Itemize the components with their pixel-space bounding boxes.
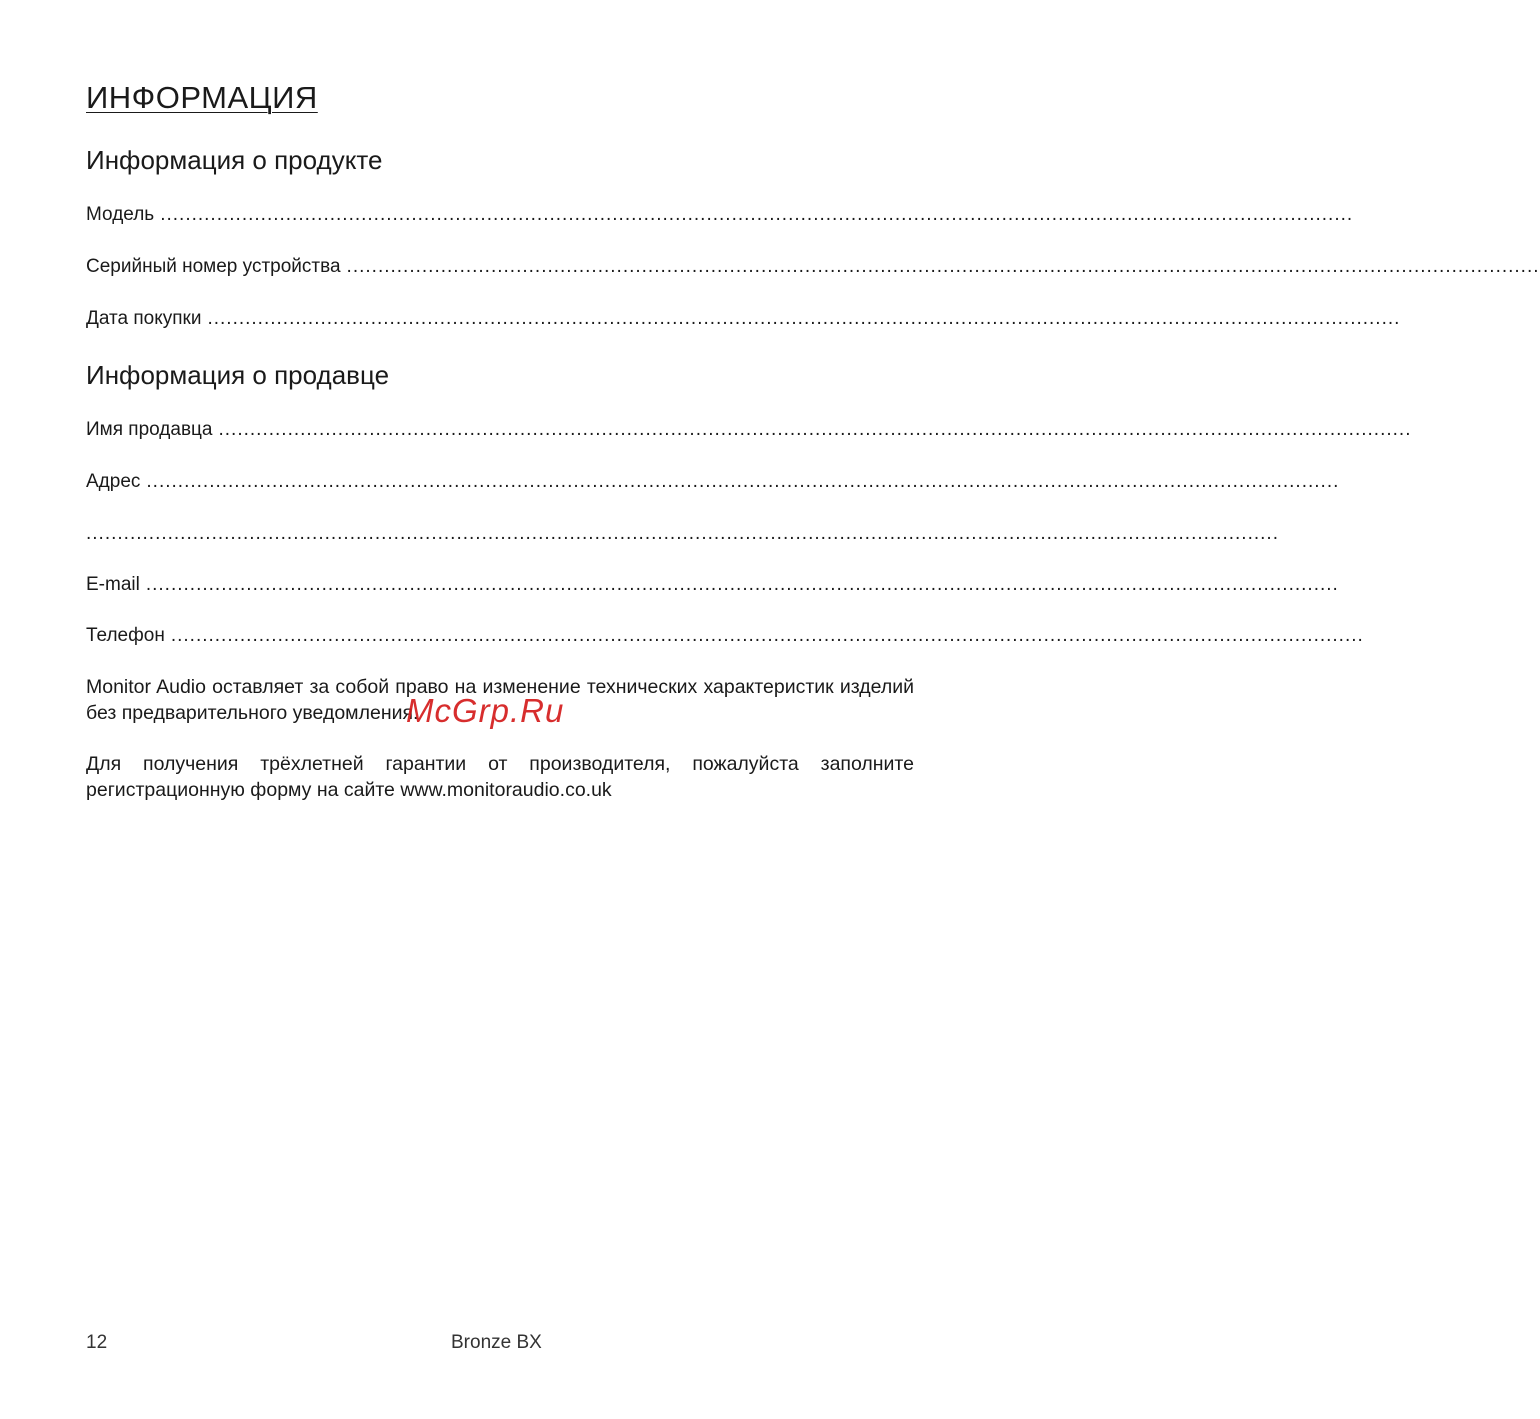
model-label: Модель — [86, 204, 155, 225]
page-number: 12 — [86, 1332, 108, 1353]
address-continuation-fill-line: .............................................................................................................................................................................................. — [86, 523, 1279, 544]
model-fill-line: .............................................................................................................................................................................................. — [160, 204, 1354, 225]
dealer-name-fill-line: .............................................................................................................................................................................................. — [218, 419, 1412, 440]
purchase-date-label: Дата покупки — [86, 308, 202, 329]
serial-number-field — [86, 254, 1540, 280]
address-label: Адрес — [86, 471, 141, 492]
disclaimer-note: Monitor Audio оставляет за собой право на изменение технических характеристик изделий без предварительного уведомления. — [86, 676, 914, 724]
watermark: McGrp.Ru — [406, 692, 565, 729]
address-field — [86, 469, 1340, 495]
serial-number-label: Серийный номер устройства — [86, 256, 341, 277]
phone-fill-line: .............................................................................................................................................................................................. — [170, 625, 1364, 646]
purchase-date-fill-line: .............................................................................................................................................................................................. — [207, 308, 1401, 329]
model-field — [86, 202, 1354, 228]
serial-number-fill-line: .............................................................................................................................................................................................. — [346, 256, 1540, 277]
dealer-name-field — [86, 417, 1412, 443]
address-continuation-field — [86, 521, 1279, 547]
phone-field — [86, 623, 1364, 649]
email-label: E-mail — [86, 574, 140, 595]
email-fill-line: .............................................................................................................................................................................................. — [145, 574, 1339, 595]
dealer-name-label: Имя продавца — [86, 419, 213, 440]
product-info-heading: Информация о продукте — [86, 145, 383, 175]
page-title: ИНФОРМАЦИЯ — [86, 80, 318, 115]
phone-label: Телефон — [86, 625, 165, 646]
dealer-info-heading: Информация о продавце — [86, 360, 390, 390]
footer-product-name: Bronze BX — [451, 1332, 542, 1353]
address-fill-line: .............................................................................................................................................................................................. — [146, 471, 1340, 492]
email-field — [86, 572, 1339, 598]
warranty-note: Для получения трёхлетней гарантии от производителя, пожалуйста заполните регистрационную форму на сайте www.monitoraudio.co.uk — [86, 753, 914, 801]
purchase-date-field — [86, 306, 1401, 332]
